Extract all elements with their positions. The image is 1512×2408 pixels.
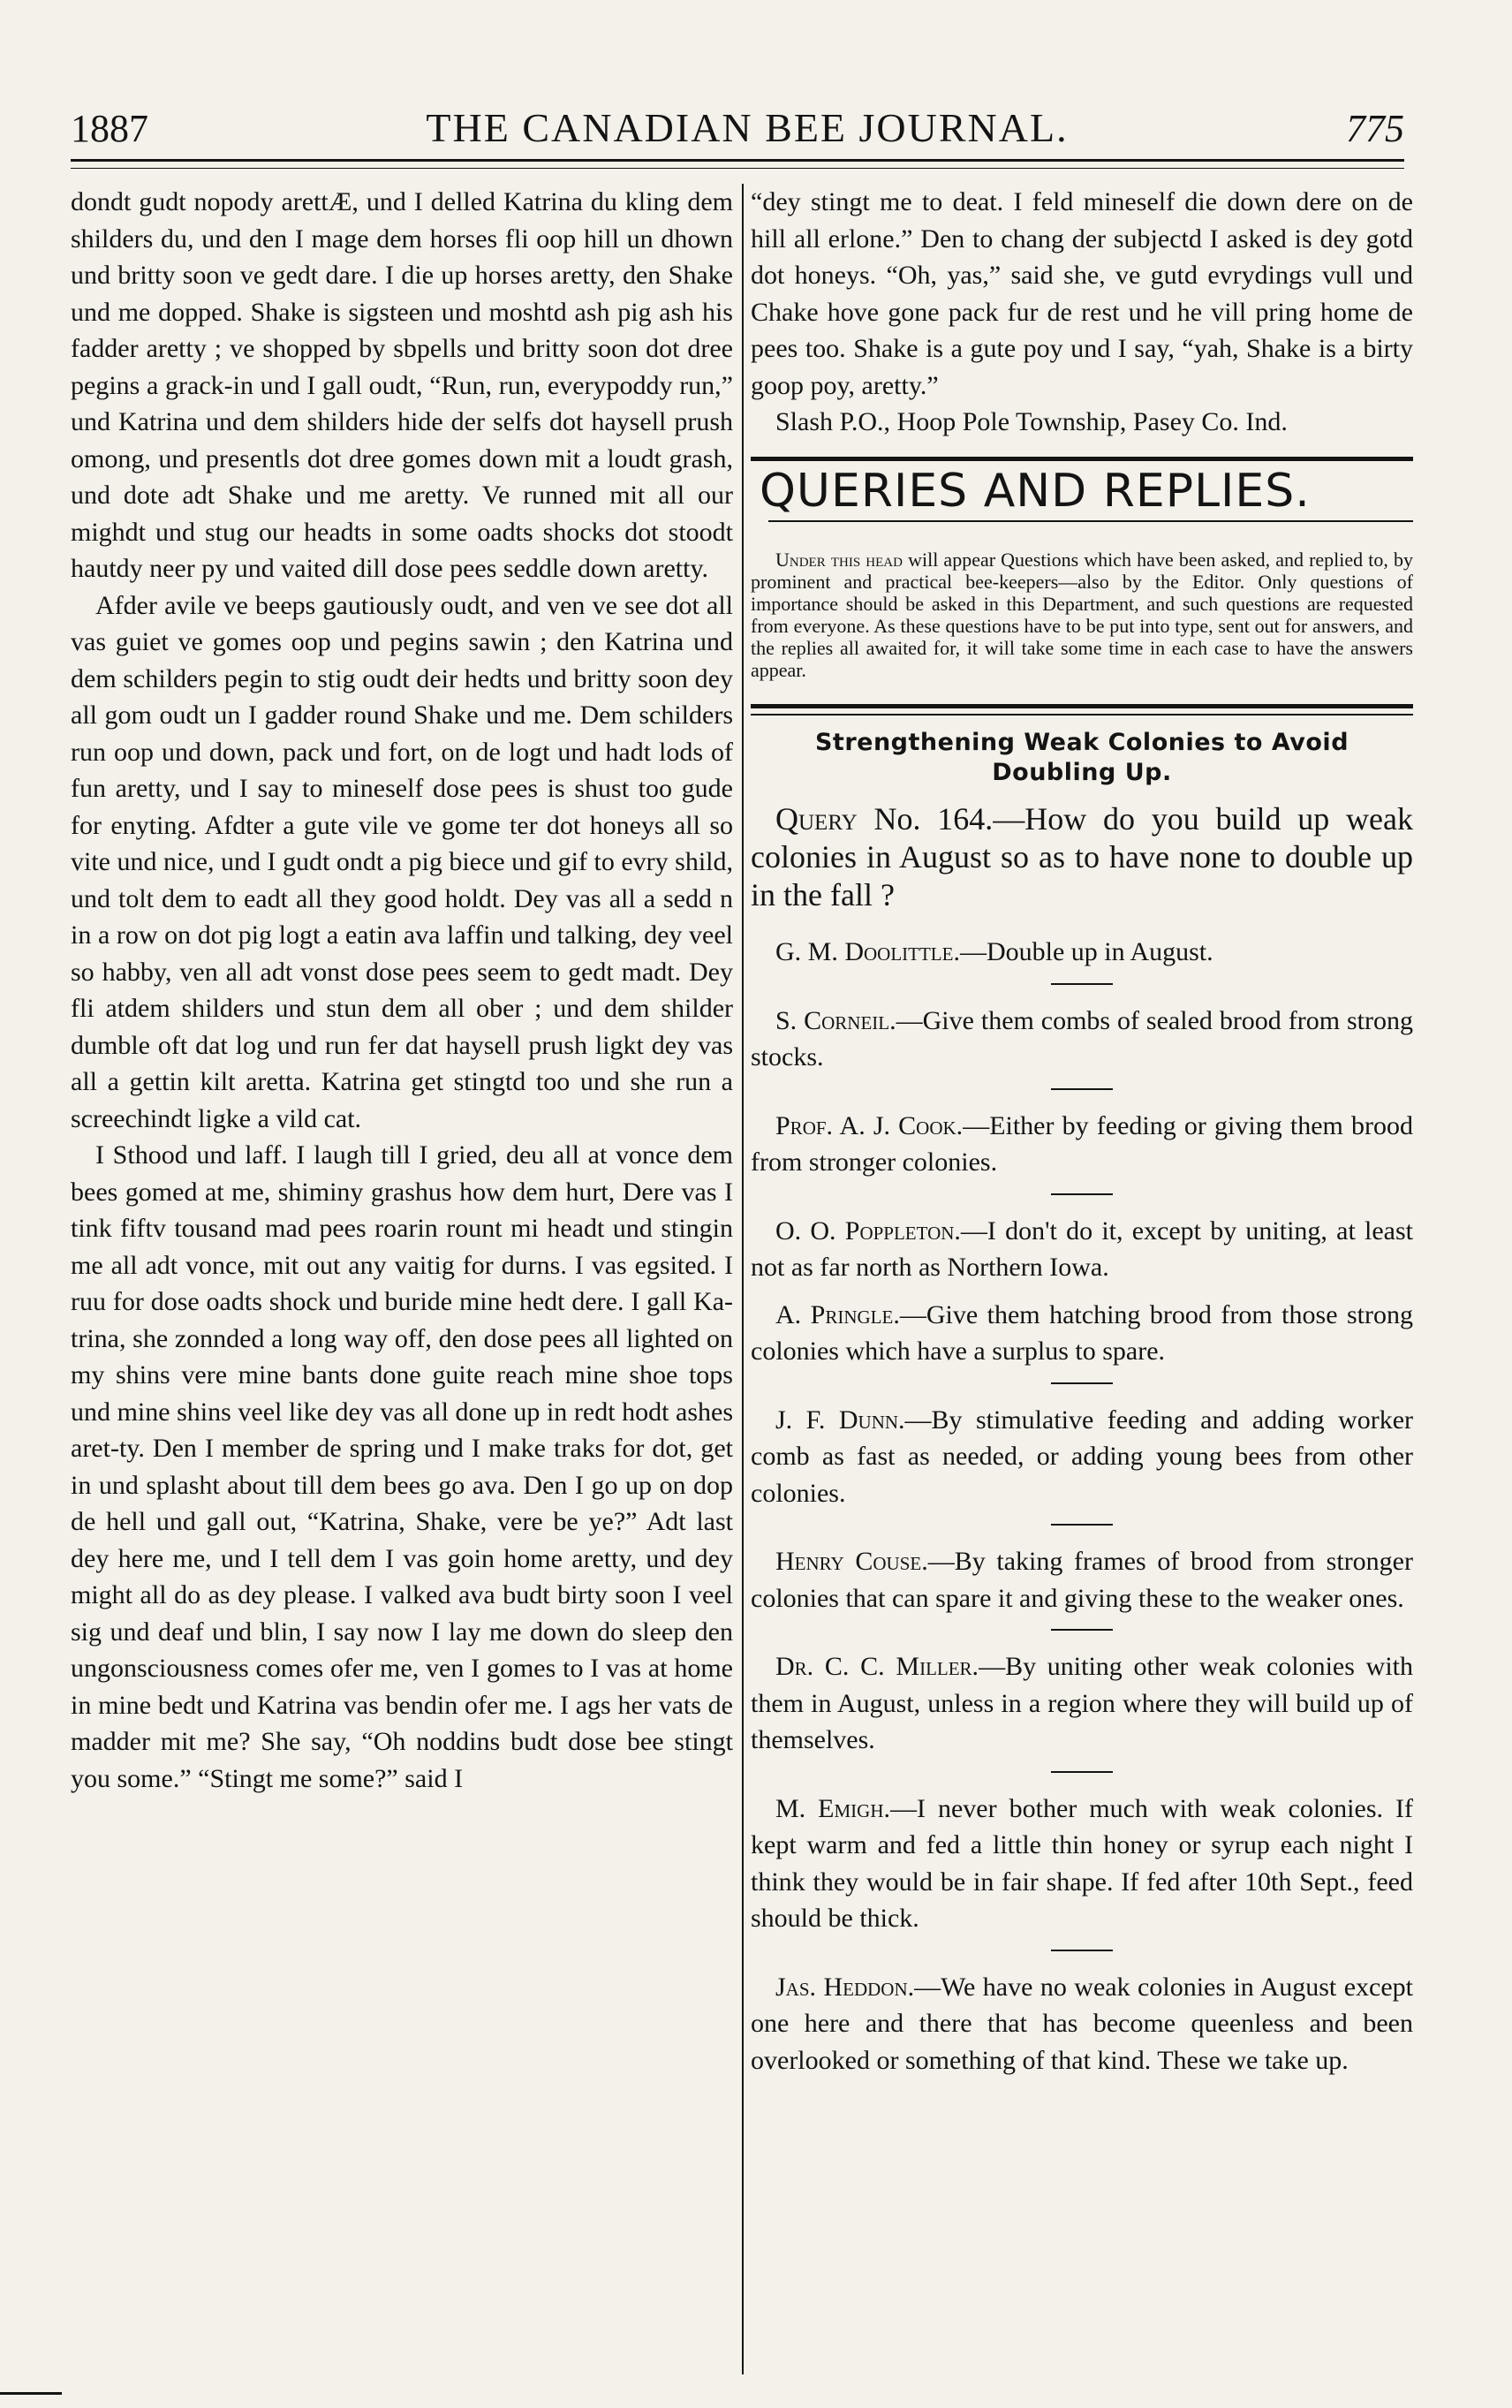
bottom-corner-rule: [0, 2392, 62, 2395]
header-year: 1887: [71, 107, 148, 150]
answer-separator: [1051, 1524, 1113, 1526]
answer-emigh: [751, 1791, 1413, 1937]
answer-separator: [1051, 1382, 1113, 1384]
query-subheading: Strengthening Weak Colonies to Avoid Doubling Up.: [814, 729, 1349, 786]
answer-separator: [1051, 1088, 1113, 1090]
answer-author: Henry Couse.: [775, 1547, 928, 1576]
header-page-number: 775: [1346, 107, 1404, 150]
left-column: [71, 184, 733, 1797]
answer-text: —Give them combs of sealed brood from strong stocks.: [751, 1005, 1413, 1071]
answer-miller: [751, 1648, 1413, 1759]
story-end: “dey stingt me to deat. I feld mineself die down dere on de hill all erlone.” Den to chang der subjectd I asked is dey gotd dot honeys. “Oh, yas,” said she, ve gutd evrydings vull und Chake hove gone pack fur de rest und he vill pring home de pees too. Shake is a gute poy und I say, “yah, Shake is a birty goop poy, aretty.”: [751, 187, 1413, 400]
answer-separator: [1051, 1193, 1113, 1195]
query-body: No. 164.—How do you build up weak colonies in August so as to have none to double up in the fall ?: [751, 801, 1413, 912]
story-paragraph-2: Afder avile ve beeps gautiously oudt, and ven ve see dot all vas guiet ve gomes oop und pegins sawin ; den Katrina und dem schilders pegin to stig oudt deir hedts und britty soon dey all gom oudt un I gadder round Shake und me. Dem schilders run oop und down, pack und fort, on de logt und hadt lods of fun aretty, und I say to mineself dose pees is shust too gude for enyting. Afdter a gute vile ve gome ter dot honeys all so vite und nice, und I gudt ondt a pig biece und gif to evry shild, und tolt dem to eadt all they good holdt. Dey vas all a sedd n in a row on dot pig logt a eatin ava laffin und talking, dey veel so habby, ven all adt vonst dose pees seem to gedt madt. Dey fli atdem shilders und stun dem all ober ; und dem shilder dumble oft dat log und run fer dat haysell prush ligkt dey vas all a gettin kilt aretta. Katrina get stingtd too und she run a screechindt ligke a vild cat.: [71, 590, 733, 1133]
answer-author: G. M. Doolittle.: [775, 937, 960, 966]
column-divider: [742, 184, 744, 2374]
answer-couse: [751, 1543, 1413, 1617]
answer-author: A. Pringle.: [775, 1299, 900, 1329]
story-paragraph-3: I Sthood und laff. I laugh till I gried, deu all at vonce dem bees gomed at me, shiminy grashus how dem hurt, Dere vas I tink fiftv tousand mad pees roarin rount mi headt und stingin me all adt vonce, mit out any vaitig for durns. I vas egsited. I ruu for dose oadts shock und buride mine hedt dere. I gall Ka-trina, she zonnded a long way off, den dose pees all lighted on my shins vere mine bants done guite reach mine shoe tops und mine shins veel like dey vas all done up in redt hodt ashes aret-ty. Den I member de spring und I make traks for dot, get in und splasht about till dem bees go ava. Den I go up on dop de hell und gall out, “Katrina, Shake, vere be ye?” Adt last dey here me, und I tell dem I vas goin home aretty, und dey might all do as dey please. I valked ava budt birty soon I veel sig und deaf und blin, I say now I lay me down do sleep den ungonsciousness comes ofer me, ven I gomes to I vas at home in mine bedt und Katrina vas bendin ofer me. I ags her vats de madder mit me? She say, “Oh noddins budt dose bee stingt you some.” “Stingt me some?” said I: [71, 1140, 733, 1793]
story-signature: Slash P.O., Hoop Pole Township, Pasey Co. Ind.: [775, 407, 1288, 436]
answer-text: —Give them hatching brood from those strong colonies which have a surplus to spare.: [751, 1299, 1413, 1366]
answer-dunn: [751, 1402, 1413, 1512]
answer-text: —Double up in August.: [959, 937, 1213, 966]
answer-author: Dr. C. C. Miller.: [775, 1652, 979, 1681]
answer-text: —By stimulative feeding and adding worker comb as fast as needed, or adding young bees from other colonies.: [751, 1405, 1413, 1508]
answer-author: S. Corneil.: [775, 1005, 896, 1035]
header-title: THE CANADIAN BEE JOURNAL.: [426, 105, 1069, 150]
answer-author: Jas. Heddon.: [775, 1972, 915, 2002]
answer-text: —We have no weak colonies in August except one here and there that has become queenless and been overlooked or something of that kind. These we take up.: [751, 1972, 1413, 2075]
answer-corneil: [751, 1003, 1413, 1076]
query-lead: Query: [775, 801, 858, 837]
story-paragraph-1: dondt gudt nopody arettÆ, und I delled Katrina du kling dem shilders du, und den I mage dem horses fli oop hill un dhown und britty soon ve gedt dare. I die up horses aretty, den Shake und me dopped. Shake is sigsteen und moshtd ash pig ash his fadder aretty ; ve shopped by sbpells und britty soon dot dree pegins a grack-in und I gall oudt, “Run, run, everypoddy run,” und Katrina und dem shilders hide der selfs dot haysell prush omong, und presentls dot dree gomes down mit a loudt grash, und dote adt Shake und me aretty. Ve runned mit all our mighdt und stug our headts in some oadts shocks dot stoodt hautdy neer py und vaited dill dose pees seddle down aretty.: [71, 187, 733, 583]
answer-separator: [1051, 1771, 1113, 1773]
section-title: QUERIES AND REPLIES.: [760, 464, 1311, 518]
section-intro-text: will appear Questions which have been asked, and replied to, by prominent and practical bee-keepers—also by the Editor. Only questions of importance should be asked in this Department, and such questions are requested from everyone. As these questions have to be put into type, sent out for answers, and the replies all awaited for, it will take some time in each case to have the answers appear.: [751, 549, 1414, 681]
answer-text: —By uniting other weak colonies with them in August, unless in a region where they will build up of themselves.: [751, 1652, 1413, 1754]
answer-author: J. F. Dunn.: [775, 1405, 905, 1435]
section-intro-lead: Under this head: [775, 549, 903, 571]
query-text: [751, 800, 1413, 914]
answer-separator: [1051, 1950, 1113, 1951]
answer-pringle: [751, 1297, 1413, 1370]
answer-separator: [1051, 983, 1113, 985]
answer-text: —By taking frames of brood from stronger colonies that can spare it and giving these to the weaker ones.: [751, 1547, 1413, 1613]
answer-author: Prof. A. J. Cook.: [775, 1110, 964, 1140]
answer-text: —Either by feeding or giving them brood from stronger colonies.: [751, 1110, 1413, 1177]
answer-text: —I don't do it, except by uniting, at least not as far north as Northern Iowa.: [751, 1215, 1413, 1282]
answer-separator: [1051, 1629, 1113, 1631]
section-rule-top: [751, 457, 1413, 461]
section-rule-bottom-thin: [751, 714, 1413, 716]
section-rule-bottom: [751, 704, 1413, 708]
right-column: [751, 184, 1413, 2089]
header-rule-thin: [71, 168, 1404, 169]
header-rule-thick: [71, 159, 1404, 162]
answer-heddon: [751, 1969, 1413, 2079]
answer-author: M. Emigh.: [775, 1793, 890, 1823]
answer-cook: [751, 1108, 1413, 1181]
section-intro: [751, 549, 1413, 681]
answer-text: —I never bother much with weak colonies. If kept warm and fed a little thin honey or syrup each night I think they would be in fair shape. If fed after 10th Sept., feed should be thick.: [751, 1793, 1413, 1933]
answer-author: O. O. Poppleton.: [775, 1215, 961, 1246]
answer-poppleton: [751, 1213, 1413, 1286]
answer-doolittle: [751, 934, 1413, 971]
page-header: [71, 104, 1404, 157]
section-title-rule: [768, 520, 1413, 522]
